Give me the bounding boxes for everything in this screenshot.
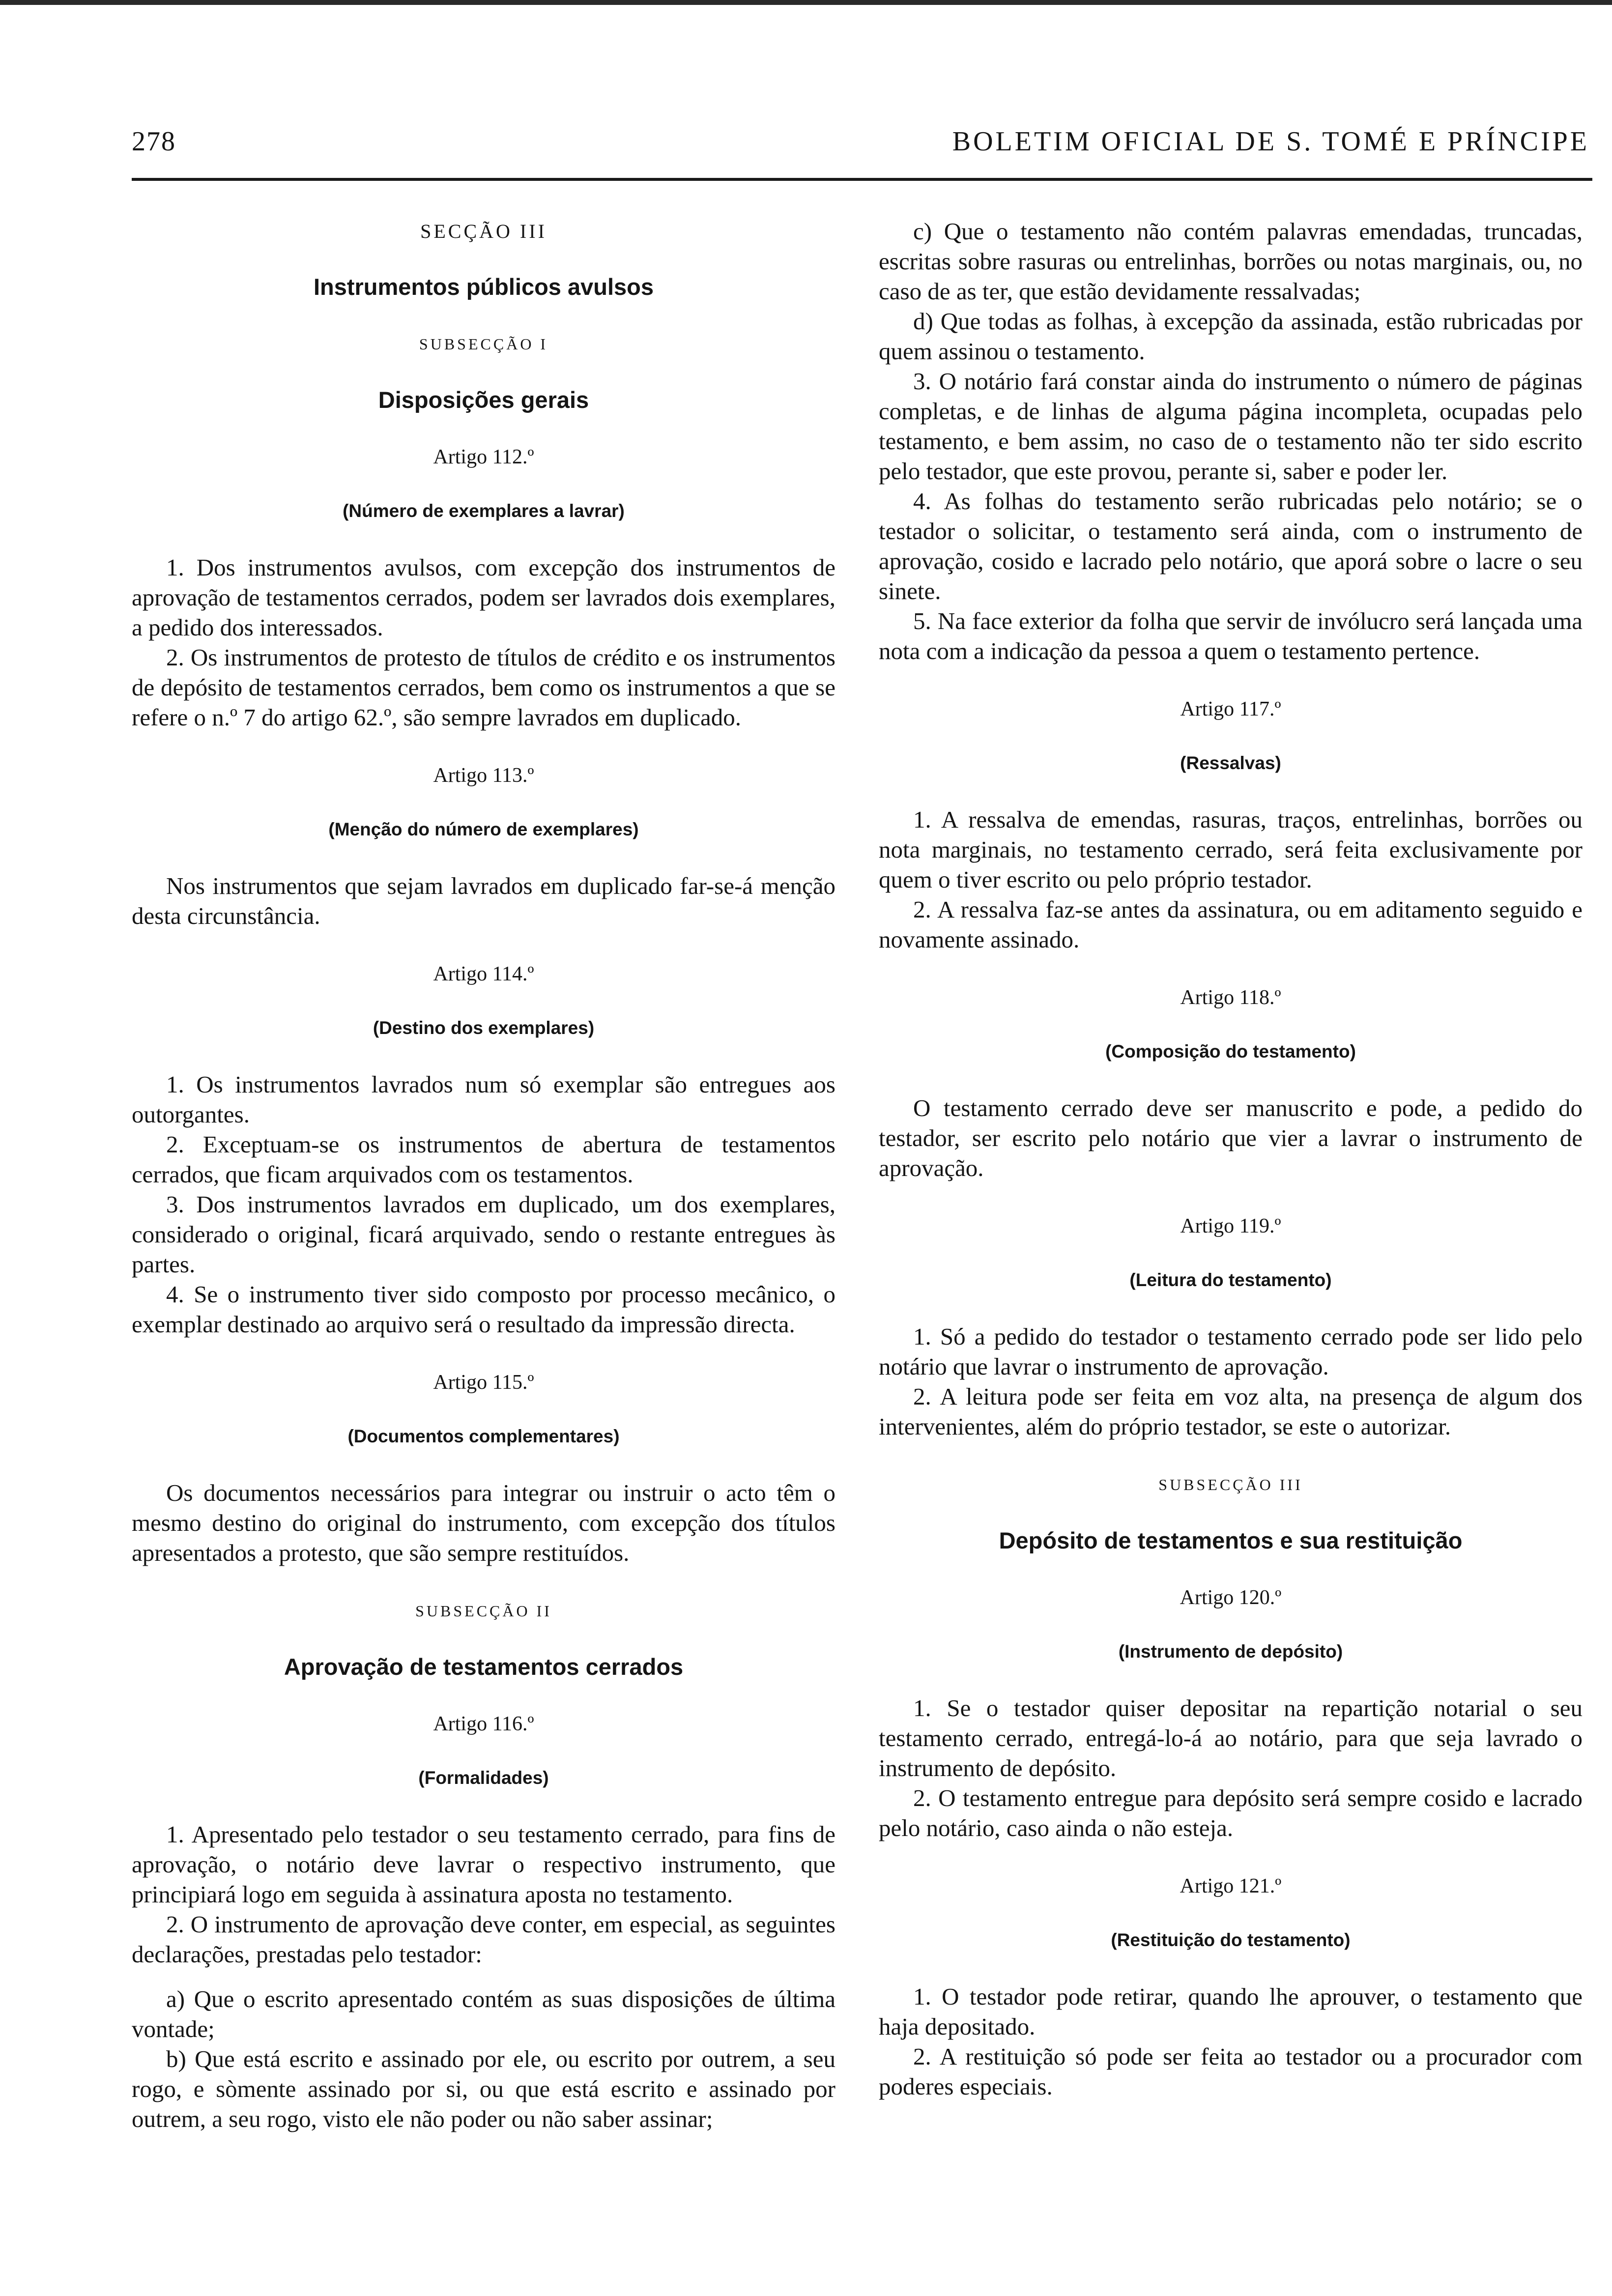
alinea: d) Que todas as folhas, à excepção da assinada, estão rubricadas por quem assinou o testamento. <box>879 308 1583 365</box>
article-title: (Número de exemplares a lavrar) <box>343 501 625 521</box>
paragraph: Nos instrumentos que sejam lavrados em duplicado far-se-á menção desta circunstância. <box>132 872 835 929</box>
subsection-heading: SUBSECÇÃO I <box>419 335 548 353</box>
article-number: Artigo 117.º <box>1180 698 1281 720</box>
paragraph: 1. A ressalva de emendas, rasuras, traços, entrelinhas, borrões ou nota marginais, no testamento cerrado, será feita exclusivamente por quem o tiver escrito ou pelo próprio testador. <box>879 806 1583 893</box>
paragraph: 1. Só a pedido do testador o testamento cerrado pode ser lido pelo notário que lavrar o instrumento de aprovação. <box>879 1323 1583 1380</box>
scan-top-edge <box>0 0 1612 5</box>
paragraph: 1. Se o testador quiser depositar na repartição notarial o seu testamento cerrado, entregá-lo-á ao notário, para que seja lavrado o instrumento de depósito. <box>879 1694 1583 1781</box>
alinea: b) Que está escrito e assinado por ele, ou escrito por outrem, a seu rogo, e sòmente assinado por si, ou que está escrito e assinado por outrem, a seu rogo, visto ele não poder ou não saber assinar; <box>132 2045 835 2132</box>
paragraph: 1. O testador pode retirar, quando lhe aprouver, o testamento que haja depositado. <box>879 1983 1583 2040</box>
page-number: 278 <box>132 126 176 157</box>
subsection-title: Depósito de testamentos e sua restituição <box>999 1527 1463 1553</box>
page-header <box>132 123 1589 167</box>
paragraph: 2. A ressalva faz-se antes da assinatura, ou em aditamento seguido e novamente assinado. <box>879 896 1583 953</box>
paragraph: O testamento cerrado deve ser manuscrito e pode, a pedido do testador, ser escrito pelo notário que vier a lavrar o instrumento de aprovação. <box>879 1094 1583 1181</box>
article-number: Artigo 121.º <box>1180 1875 1282 1897</box>
paragraph: 2. Os instrumentos de protesto de títulos de crédito e os instrumentos de depósito de testamentos cerrados, bem como os instrumentos a que se refere o n.º 7 do artigo 62.º, são sempre lavrados em duplicado. <box>132 644 835 731</box>
paragraph: 2. O instrumento de aprovação deve conter, em especial, as seguintes declarações, prestadas pelo testador: <box>132 1911 835 1968</box>
paragraph: 1. Os instrumentos lavrados num só exemplar são entregues aos outorgantes. <box>132 1071 835 1128</box>
right-column <box>879 216 1583 2101</box>
paragraph: 1. Apresentado pelo testador o seu testamento cerrado, para fins de aprovação, o notário deve lavrar o respectivo instrumento, que principiará logo em seguida à assinatura aposta no testamento. <box>132 1821 835 1908</box>
paragraph: 2. Exceptuam-se os instrumentos de abertura de testamentos cerrados, que ficam arquivados com os testamentos. <box>132 1131 835 1188</box>
article-number: Artigo 116.º <box>433 1713 534 1735</box>
section-title: Instrumentos públicos avulsos <box>313 274 654 300</box>
paragraph: 2. A leitura pode ser feita em voz alta, na presença de algum dos intervenientes, além do próprio testador, se este o autorizar. <box>879 1383 1583 1440</box>
article-number: Artigo 115.º <box>433 1371 534 1394</box>
article-title: (Destino dos exemplares) <box>373 1018 595 1038</box>
article-title: (Ressalvas) <box>1180 753 1281 773</box>
article-title: (Composição do testamento) <box>1105 1041 1356 1062</box>
subsection-title: Disposições gerais <box>378 387 589 413</box>
article-number: Artigo 114.º <box>433 963 534 985</box>
article-title: (Formalidades) <box>418 1768 549 1788</box>
paragraph: 2. O testamento entregue para depósito será sempre cosido e lacrado pelo notário, caso ainda o não esteja. <box>879 1784 1583 1841</box>
subsection-title: Aprovação de testamentos cerrados <box>284 1654 684 1680</box>
paragraph: 4. Se o instrumento tiver sido composto por processo mecânico, o exemplar destinado ao arquivo será o resultado da impressão directa. <box>132 1281 835 1338</box>
paragraph: 1. Dos instrumentos avulsos, com excepção dos instrumentos de aprovação de testamentos cerrados, podem ser lavrados dois exemplares, a pedido dos interessados. <box>132 554 835 641</box>
running-title: BOLETIM OFICIAL DE S. TOMÉ E PRÍNCIPE <box>952 126 1589 157</box>
article-number: Artigo 119.º <box>1180 1215 1281 1237</box>
paragraph: 2. A restituição só pode ser feita ao testador ou a procurador com poderes especiais. <box>879 2043 1583 2100</box>
paragraph: 3. O notário fará constar ainda do instrumento o número de páginas completas, e de linhas de alguma página incompleta, ocupadas pelo testamento, e bem assim, no caso de o testamento não ter sido escrito pelo testador, que este provou, perante si, saber e poder ler. <box>879 368 1583 485</box>
article-title: (Leitura do testamento) <box>1129 1270 1332 1290</box>
alinea: c) Que o testamento não contém palavras emendadas, truncadas, escritas sobre rasuras ou entrelinhas, borrões ou notas marginais, ou, no caso de as ter, que estão devidamente ressalvadas; <box>879 218 1583 305</box>
article-title: (Documentos complementares) <box>347 1426 620 1446</box>
article-title: (Restituição do testamento) <box>1111 1930 1351 1950</box>
article-number: Artigo 118.º <box>1180 986 1281 1009</box>
article-number: Artigo 120.º <box>1180 1586 1282 1609</box>
alinea: a) Que o escrito apresentado contém as suas disposições de última vontade; <box>132 1985 835 2042</box>
header-rule <box>132 178 1592 181</box>
left-column <box>132 216 835 2134</box>
paragraph: 3. Dos instrumentos lavrados em duplicado, um dos exemplares, considerado o original, ficará arquivado, sendo o restante entregues às partes. <box>132 1191 835 1278</box>
section-heading: SECÇÃO III <box>420 220 547 242</box>
subsection-heading: SUBSECÇÃO II <box>415 1602 552 1620</box>
paragraph: 5. Na face exterior da folha que servir de invólucro será lançada uma nota com a indicação da pessoa a quem o testamento pertence. <box>879 607 1583 664</box>
article-title: (Menção do número de exemplares) <box>328 819 639 839</box>
article-number: Artigo 113.º <box>433 764 534 787</box>
article-title: (Instrumento de depósito) <box>1118 1641 1343 1662</box>
paragraph: 4. As folhas do testamento serão rubricadas pelo notário; se o testador o solicitar, o testamento será ainda, com o instrumento de aprovação, cosido e lacrado pelo notário, que aporá sobre o lacre o seu sinete. <box>879 488 1583 604</box>
subsection-heading: SUBSECÇÃO III <box>1158 1476 1303 1493</box>
article-number: Artigo 112.º <box>433 446 534 468</box>
paragraph: Os documentos necessários para integrar ou instruir o acto têm o mesmo destino do original do instrumento, com excepção dos títulos apresentados a protesto, que são sempre restituídos. <box>132 1479 835 1566</box>
